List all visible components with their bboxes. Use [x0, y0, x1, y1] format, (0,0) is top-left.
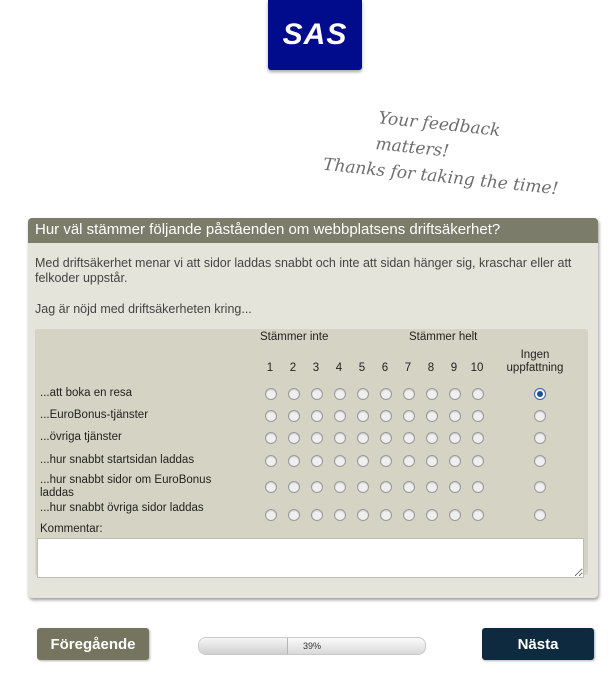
rating-radio[interactable]: [265, 388, 277, 400]
sas-logo: [268, 0, 362, 70]
rating-radio[interactable]: [403, 410, 415, 422]
rating-radio[interactable]: [265, 509, 277, 521]
rating-matrix: [35, 329, 588, 575]
rating-radio[interactable]: [357, 388, 369, 400]
comment-label: Kommentar:: [40, 523, 103, 535]
rating-radio[interactable]: [380, 432, 392, 444]
column-header-10: 10: [470, 362, 484, 374]
rating-radio[interactable]: [449, 388, 461, 400]
rating-radio[interactable]: [472, 432, 484, 444]
rating-radio[interactable]: [380, 481, 392, 493]
rating-radio[interactable]: [357, 410, 369, 422]
rating-radio[interactable]: [426, 388, 438, 400]
column-header-9: 9: [450, 362, 458, 374]
rating-radio[interactable]: [311, 509, 323, 521]
rating-radio[interactable]: [426, 432, 438, 444]
rating-radio[interactable]: [380, 455, 392, 467]
rating-radio[interactable]: [265, 410, 277, 422]
previous-button[interactable]: Föregående: [37, 628, 149, 660]
rating-radio[interactable]: [311, 410, 323, 422]
rating-radio[interactable]: [403, 388, 415, 400]
no-opinion-radio[interactable]: [534, 432, 546, 444]
rating-radio[interactable]: [449, 481, 461, 493]
no-opinion-radio[interactable]: [534, 455, 546, 467]
column-header-5: 5: [358, 362, 366, 374]
rating-radio[interactable]: [265, 481, 277, 493]
progress-bar: [198, 637, 426, 655]
rating-radio[interactable]: [403, 481, 415, 493]
rating-radio[interactable]: [449, 509, 461, 521]
rating-radio[interactable]: [288, 509, 300, 521]
rating-radio[interactable]: [426, 410, 438, 422]
rating-radio[interactable]: [449, 455, 461, 467]
rating-radio[interactable]: [357, 455, 369, 467]
rating-radio[interactable]: [334, 481, 346, 493]
rating-radio[interactable]: [472, 481, 484, 493]
rating-radio[interactable]: [288, 432, 300, 444]
question-lead: Jag är nöjd med driftsäkerheten kring...: [35, 302, 252, 316]
row-label: ...hur snabbt övriga sidor laddas: [40, 502, 204, 514]
column-header-2: 2: [289, 362, 297, 374]
rating-radio[interactable]: [265, 455, 277, 467]
rating-radio[interactable]: [357, 432, 369, 444]
logo-text: SAS: [282, 18, 348, 51]
rating-radio[interactable]: [311, 432, 323, 444]
column-header-4: 4: [335, 362, 343, 374]
rating-radio[interactable]: [311, 388, 323, 400]
rating-radio[interactable]: [472, 410, 484, 422]
question-intro: Med driftsäkerhet menar vi att sidor laddas snabbt och inte att sidan hänger sig, kraschar eller att felkoder uppstår.: [35, 256, 572, 285]
rating-radio[interactable]: [334, 509, 346, 521]
rating-radio[interactable]: [334, 432, 346, 444]
no-opinion-radio[interactable]: [534, 388, 546, 400]
rating-radio[interactable]: [311, 481, 323, 493]
rating-radio[interactable]: [288, 455, 300, 467]
rating-radio[interactable]: [357, 509, 369, 521]
rating-radio[interactable]: [426, 455, 438, 467]
rating-radio[interactable]: [311, 455, 323, 467]
question-panel: [28, 218, 598, 598]
scale-low-label: Stämmer inte: [260, 331, 329, 343]
tagline-line-2: Thanks for taking the time!: [322, 154, 560, 200]
progress-label: 39%: [302, 641, 321, 651]
column-header-3: 3: [312, 362, 320, 374]
na-label-1: Ingen: [520, 349, 550, 361]
rating-radio[interactable]: [380, 509, 392, 521]
rating-radio[interactable]: [380, 410, 392, 422]
rating-radio[interactable]: [403, 432, 415, 444]
no-opinion-radio[interactable]: [534, 509, 546, 521]
na-label-2: uppfattning: [506, 362, 564, 374]
row-label: ...hur snabbt startsidan laddas: [40, 454, 195, 466]
rating-radio[interactable]: [288, 410, 300, 422]
column-header-6: 6: [381, 362, 389, 374]
rating-radio[interactable]: [265, 432, 277, 444]
tagline-line-1: Your feedback matters!: [374, 108, 502, 162]
column-header-8: 8: [427, 362, 435, 374]
column-header-1: 1: [266, 362, 274, 374]
comment-input[interactable]: [37, 538, 584, 578]
rating-radio[interactable]: [449, 410, 461, 422]
rating-radio[interactable]: [334, 455, 346, 467]
column-header-7: 7: [404, 362, 412, 374]
rating-radio[interactable]: [472, 388, 484, 400]
row-label: ...hur snabbt sidor om EuroBonus laddas: [40, 474, 212, 499]
row-label: ...EuroBonus-tjänster: [40, 409, 149, 421]
rating-radio[interactable]: [426, 481, 438, 493]
question-title: Hur väl stämmer följande påståenden om webbplatsens driftsäkerhet?: [28, 218, 598, 243]
rating-radio[interactable]: [334, 388, 346, 400]
rating-radio[interactable]: [403, 455, 415, 467]
rating-radio[interactable]: [472, 509, 484, 521]
next-button[interactable]: Nästa: [482, 628, 594, 660]
rating-radio[interactable]: [357, 481, 369, 493]
scale-high-label: Stämmer helt: [409, 331, 478, 343]
rating-radio[interactable]: [403, 509, 415, 521]
rating-radio[interactable]: [449, 432, 461, 444]
rating-radio[interactable]: [288, 481, 300, 493]
rating-radio[interactable]: [380, 388, 392, 400]
rating-radio[interactable]: [472, 455, 484, 467]
row-label: ...övriga tjänster: [40, 431, 122, 443]
row-label: ...att boka en resa: [40, 387, 133, 399]
rating-radio[interactable]: [288, 388, 300, 400]
rating-radio[interactable]: [334, 410, 346, 422]
rating-radio[interactable]: [426, 509, 438, 521]
no-opinion-radio[interactable]: [534, 481, 546, 493]
no-opinion-radio[interactable]: [534, 410, 546, 422]
